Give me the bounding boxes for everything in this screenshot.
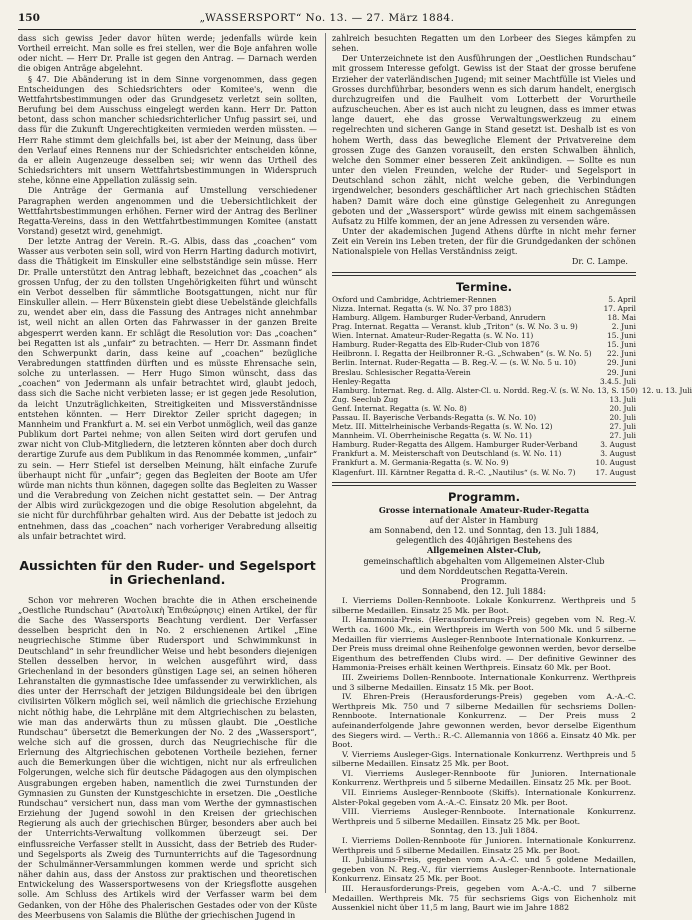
programm-intro-line: und dem Norddeutschen Regatta-Verein. bbox=[400, 565, 568, 576]
termine-row bbox=[332, 431, 636, 440]
programm-subtitle: Grosse internationale Amateur-Ruder-Regatta bbox=[378, 504, 590, 515]
running-title: „WASSERSPORT“ No. 13. — 27. März 1884. bbox=[199, 12, 455, 24]
termine-date: 13. Juli bbox=[609, 394, 636, 404]
termine-event: Metz. III. Mittelrheinische Verbands-Regatta (s. W. No. 12) bbox=[332, 422, 553, 432]
termine-row bbox=[332, 385, 692, 395]
termine-date: 3. August bbox=[600, 449, 636, 459]
programm-item: VIII. Vierriems Ausleger-Rennboote. Internationale Konkurrenz. Werthpreis und 5 silberne Medaillen. Einsatz 25 Mk. per Boot. bbox=[332, 807, 636, 826]
programm-items bbox=[332, 596, 636, 913]
programm-item: I. Vierriems Dollen-Rennboote für Junioren. Internationale Konkurrenz. Werthpreis und 5 silberne Medaillen. Einsatz 25 Mk. per Boot. bbox=[332, 836, 636, 855]
termine-date: 2. Juni bbox=[611, 322, 636, 332]
termine-event: Hamburg. Allgem. Hamburger Ruder-Verband, Anrudern bbox=[332, 312, 546, 322]
termine-event: Mannheim. VI. Oberrheinische Regatta (s. W. No. 11) bbox=[332, 431, 532, 441]
termine-date: 17. August bbox=[595, 467, 636, 477]
termine-event: Oxford und Cambridge, Achtriemer-Rennen bbox=[332, 294, 497, 304]
termine-date: 12. u. 13. Juli bbox=[641, 385, 692, 395]
termine-row bbox=[332, 422, 636, 431]
termine-date: 15. Juni bbox=[607, 340, 636, 350]
section-rule bbox=[332, 272, 636, 276]
termine-event: Frankfurt a. M. Meisterschaft von Deutschland (s. W. No. 11) bbox=[332, 449, 562, 459]
programm-item: I. Vierriems Dollen-Rennboote. Lokale Konkurrenz. Werthpreis und 5 silberne Medaillen. Einsatz 25 Mk. per Boot. bbox=[332, 596, 636, 615]
right-column bbox=[332, 33, 692, 913]
page-header bbox=[18, 12, 636, 28]
termine-row bbox=[332, 368, 636, 377]
termine-row bbox=[332, 377, 636, 386]
programm-item: Sonntag, den 13. Juli 1884. bbox=[430, 826, 538, 836]
termine-row bbox=[332, 413, 636, 422]
programm-intro-line: am Sonnabend, den 12. und Sonntag, den 13. Juli 1884, bbox=[369, 525, 599, 536]
left-paragraph: Der letzte Antrag der Verein. R.-G. Albis, dass das „coachen“ vom Wasser aus verboten sein soll, wird von Herrn Harting dadurch motivirt, dass die Thätigkeit im Einskuller eine selbstständige sein müsse. Herr Dr. Pralle unterstützt den Antrag lebhaft, bezeichnet das „coachen“ als grossen Unfug, der zu den tollsten Ungehörigkeiten führt und wünscht ein Verbot desselben für sämmtliche Bootsgattungen, nicht nur für Einskuller allein. — Herr Büxenstein giebt diese Uebelstände gleichfalls zu, wendet aber ein, dass die Fassung des Antrages nicht annehmbar ist, weil nicht an allen Orten das Fahrwasser in der ganzen Breite abgesperrt werden kann. Er schlägt die Resolution vor: Das „coachen“ bei Regatten ist als „unfair“ zu betrachten. — Herr Dr. Assmann findet den Schwerpunkt darin, dass keine auf „coachen“ bezügliche Verabredungen stattfinden dürften und es müsste Ehrensache sein, solche zu unterlassen. — Herr Hugo Simon wünscht, dass das „coachen“ von Jedermann als unfair betrachtet wird, glaubt jedoch, dass sich die Sache nicht verbieten lasse; er ist gegen jede Resolution, da leicht Unzuträglichkeiten, Streitigkeiten und Missverständnisse entstehen könnten. — Herr Direktor Zeiler spricht dagegen; in Mannheim und Frankfurt a. M. sei ein Verbot unmöglich, weil das ganze Publikum dort Partei nehme; von allen Seiten wird dort gerufen und zwar nicht von Club-Mitgliedern, die letzteren könnten aber doch durch derartige Zurufe aus dem Publikum in das Renommée kommen, „unfair“ zu sein. — Herr Stiefel ist derselben Meinung, hält einfache Zurufe überhaupt nicht für „unfair“; gegen das Begleiten der Boote am Ufer würde man nichts thun können, dagegen sollte das Begleiten zu Wasser und die Verabredung von Zeichen nicht gestattet sein. — Der Antrag der Albis wird zurückgezogen und die obige Resolution abgelehnt, da sie nicht für durchführbar gehalten wird. Aus der Debatte ist jedoch zu entnehmen, dass das „coachen“ nach vorheriger Verabredung allseitig als unfair betrachtet wird. bbox=[18, 236, 317, 541]
left-column bbox=[18, 33, 317, 920]
programm-intro-line: Sonnabend, den 12. Juli 1884: bbox=[422, 586, 546, 597]
termine-row bbox=[332, 404, 636, 413]
termine-event: Passau. II. Bayerische Verbands-Regatta (s. W. No. 10) bbox=[332, 412, 537, 422]
programm-title: Programm. bbox=[448, 489, 520, 504]
termine-row bbox=[332, 304, 636, 313]
programm-item: II. Jubiläums-Preis, gegeben vom A.-A.-C. und 5 goldene Medaillen, gegeben von N. Reg.-V., für vierriems Ausleger-Rennboote. Internationale Konkurrenz. Einsatz 25 Mk. per Boot. bbox=[332, 855, 636, 884]
programm-item: IV. Ehren-Preis (Herausforderungs-Preis) gegeben vom A.-A.-C. Werthpreis Mk. 750 und 7 silberne Medaillen für sechsriems Dollen-Rennboote. Internationale Konkurrenz. — Der Preis muss 2 aufeinanderfolgende Jahre gewonnen werden, bevor derselbe Eigenthum des Siegers wird. — Verth.: R.-C. Allemannia von 1866 a. Einsatz 40 Mk. per Boot. bbox=[332, 692, 636, 750]
termine-event: Nizza. Internat. Regatta (s. W. No. 37 pro 1883) bbox=[332, 303, 512, 313]
column-divider bbox=[325, 33, 326, 893]
termine-date: 3.4.5. Juli bbox=[600, 376, 636, 386]
programm-item: III. Herausforderungs-Preis, gegeben vom A.-A.-C. und 7 silberne Medaillen. Werthpreis Mk. 75 für sechsriems Gigs von Eichenholz mit Aussenkiel nicht über 11,5 m lang, Baurt wie im Jahre 1882 bbox=[332, 884, 636, 913]
article-title: Aussichten für den Ruder- und Segelsport in Griechenland. bbox=[19, 557, 316, 587]
termine-event: Henley-Regatta bbox=[332, 376, 391, 386]
left-paragraph: Die Anträge der Germania auf Umstellung verschiedener Paragraphen werden angenommen und die Uebersichtlichkeit der Wettfahrtsbestimmungen erhöhen. Ferner wird der Antrag des Berliner Regatta-Vereins, dass in den Wettfahrtbestimmungen Komitee (anstatt Vorstand) gesetzt wird, genehmigt. bbox=[18, 185, 317, 236]
termine-date: 27. Juli bbox=[609, 422, 636, 432]
page-number: 150 bbox=[18, 12, 40, 24]
header-rule bbox=[18, 29, 636, 30]
termine-event: Heilbronn. I. Regatta der Heilbronner R.-G. „Schwaben“ (s. W. No. 5) bbox=[332, 349, 592, 359]
termine-event: Klagenfurt. III. Kärntner Regatta d. R.-C. „Nautilus“ (s. W. No. 7) bbox=[332, 467, 576, 477]
termine-row bbox=[332, 313, 636, 322]
termine-date: 17. April bbox=[603, 303, 636, 313]
right-paragraph: zahlreich besuchten Regatten um den Lorbeer des Sieges kämpfen zu sehen. bbox=[332, 33, 636, 54]
right-paragraph: Unter der akademischen Jugend Athens dürfte in nicht mehr ferner Zeit ein Verein ins Leben treten, der für die Grundgedanken der schönen Nationalspiele von Hellas Verständniss zeigt. bbox=[332, 225, 636, 257]
termine-event: Breslau. Schlesischer Regatta-Verein bbox=[332, 367, 471, 377]
termine-row bbox=[332, 295, 636, 304]
termine-row bbox=[332, 340, 636, 349]
termine-date: 3. August bbox=[600, 440, 636, 450]
programm-intro-line: gelegentlich des 40jährigen Bestehens des bbox=[395, 535, 573, 546]
programm-intro-line: gemeinschaftlich abgehalten vom Allgemeinen Alster-Club bbox=[363, 555, 605, 566]
termine-date: 18. Mai bbox=[607, 312, 636, 322]
termine-row bbox=[332, 468, 636, 477]
signature: Dr. C. Lampe. bbox=[571, 256, 628, 267]
termine-event: Hamburg. Ruder-Regatta des Elb-Ruder-Club von 1876 bbox=[332, 340, 540, 350]
termine-row bbox=[332, 349, 636, 358]
article-paragraph: Schon vor mehreren Wochen brachte die in Athen erscheinende „Oestliche Rundschau“ (Ἀνατολικὴ Ἐπιθεώρησις) einen Artikel, der für die Sache des Wassersports Beachtung verdient. Der Verfasser desselben bespricht den in No. 2 erschienenen Artikel „Eine neugriechische Stimme über Rudersport und Schwimmkunst in Deutschland“ in sehr freundlicher Weise und hebt besonders diejenigen Stellen desselben hervor, in welchen ausgeführt wird, dass Griechenland in der besonders günstigen Lage sei, an seinen höheren Lehranstalten die gymnastische Idee umfassender zu verwirklichen, als dies unter der Herrschaft der jetzigen Bildungsideale bei den übrigen civilisirten Völkern möglich sei, weil nämlich die griechische Erziehung nicht nöthig habe, die Lehrpläne mit dem Altgriechischen zu belasten, wie man das anderwärts thun zu müssen glaubt. Die „Oestliche Rundschau“ übersetzt die Bemerkungen der No. 2 des „Wassersport“, welche sich auf die grossen, durch das Neugriechische für die Erlernung des Altgriechischen gebotenen Vortheile beziehen, ferner auch die Bemerkungen über die wichtigen, nicht nur als erfreulichen Folgerungen, welche sich für deutsche Pädagogen aus den olympischen Ausgrabungen ergeben haben, namentlich die zwei Turnstunden der Gymnasien zu Gunsten der Kunstgeschichte in ersetzen. Die „Oestliche Rundschau“ versichert nun, dass man vom Werthe der gymnastischen Erziehung der Jugend sowohl in den Kreisen der griechischen Regierung als auch der griechischen Bürger, besonders aber auch bei der Unterrichts-Verwaltung vollkommen überzeugt sei. Der einflussreiche Verfasser stellt in Aussicht, dass der Betrieb des Ruder- und Segelsports als Zweig des Turnunterrichts auf die Tagesordnung der Schulmänner-Versammlungen kommen werde und spricht sich näher dahin aus, dass der Anstoss zur praktischen und theoretischen Entwickelung des Wassersportwesens von der Kriegsflotte ausgehen solle. Am Schluss des Artikels wird der Verfasser warm bei dem Gedanken, von der Höhe des Phalerischen Gestades oder von der Küste des Meerbusens von Salamis die Blüthe der griechischen Jugend in bbox=[18, 594, 317, 920]
termine-date: 15. Juni bbox=[607, 331, 636, 341]
right-paragraph: Der Unterzeichnete ist den Ausführungen der „Oestlichen Rundschau“ mit grossem Interesse gefolgt. Gewiss ist der Staat der grosse berufene Erzieher der vaterländischen Jugend; mit seiner Machtfülle ist Vieles und Grosses durchführbar, besonders wenn es sich darum handelt, energisch durchzugreifen und die Faulheit vom Lotterbett der Vorurtheile aufzuscheuchen. Aber es ist auch nicht zu leugnen, dass es immer etwas lange dauert, ehe das grosse Verwaltungswerkzeug zu einem regelrechten und sicheren Gange in Stand gesetzt ist. Deshalb ist es von hohem Werth, dass das bewegliche Element der Privatvereine dem grossen Zuge des Ganzen vorauseilt, den ersten Schwalben ähnlich, welche den Sommer einer besseren Zeit ankündigen. — Sollte es nun unter den vielen Freunden, welche der Ruder- und Segelsport in Deutschland schon zählt, nicht welche geben, die Verbindungen irgendwelcher, besonders geschäftlicher Art nach griechischen Städten haben? Damit wäre doch eine günstige Gelegenheit zu Anregungen geboten und der „Wassersport“ würde gewiss mit einem sachgemässen Aufsatz zu Hilfe kommen, der an jene Adressen zu versenden wäre. bbox=[332, 53, 636, 226]
termine-row bbox=[332, 358, 636, 367]
programm-item: III. Zweiriems Dollen-Rennboote. Internationale Konkurrenz. Werthpreis und 3 silberne Medaillen. Einsatz 15 Mk. per Boot. bbox=[332, 672, 636, 692]
termine-event: Hamburg. Internat. Reg. d. Allg. Alster-Cl. u. Nordd. Reg.-V. (s. W. No. 13, S. 150) bbox=[332, 385, 638, 395]
termine-title: Termine. bbox=[455, 279, 513, 294]
programm-item: VI. Vierriems Ausleger-Rennboote für Junioren. Internationale Konkurrenz. Werthpreis und 5 silberne Medaillen. Einsatz 25 Mk. per Boot. bbox=[332, 768, 636, 788]
section-rule bbox=[332, 482, 636, 486]
termine-event: Zug. Seeclub Zug bbox=[332, 394, 399, 404]
programm-intro-line: auf der Alster in Hamburg bbox=[429, 514, 539, 525]
termine-date: 29. Juni bbox=[607, 358, 636, 368]
termine-row bbox=[332, 440, 636, 449]
programm-item: VII. Einriems Ausleger-Rennboote (Skiffs). Internationale Konkurrenz. Alster-Pokal gegeben vom A.-A.-C. Einsatz 20 Mk. per Boot. bbox=[332, 788, 636, 807]
termine-event: Frankfurt a. M. Germania-Regatta (s. W. No. 9) bbox=[332, 458, 509, 468]
termine-date: 22. Juni bbox=[607, 349, 636, 359]
termine-event: Genf. Internat. Regatta (s. W. No. 8) bbox=[332, 403, 467, 413]
termine-list bbox=[332, 294, 692, 477]
programm-intro-line: Allgemeinen Alster-Club, bbox=[426, 545, 542, 556]
termine-event: Hamburg. Ruder-Regatta des Allgem. Hamburger Ruder-Verband bbox=[332, 440, 578, 450]
programm-item: V. Vierriems Ausleger-Gigs. Internationale Konkurrenz. Werthpreis und 5 silberne Medaillen. Einsatz 25 Mk. per Boot. bbox=[332, 749, 636, 769]
termine-event: Berlin. Internat. Ruder-Regatta — B. Reg.-V. — (s. W. No. 5 u. 10) bbox=[332, 358, 577, 368]
termine-date: 29. Juni bbox=[607, 367, 636, 377]
termine-event: Wien. Internat. Amateur-Ruder-Regatta (s. W. No. 11) bbox=[332, 331, 534, 341]
left-paragraph: § 47. Die Abänderung ist in dem Sinne vorgenommen, dass gegen Entscheidungen des Schiedsrichters oder Komitee's, wenn die Wettfahrtsbestimmungen oder das Grundgesetz verletzt sein sollten, Berufung bei dem Ausschuss eingelegt werden kann. Herr Dr. Patton betont, dass schon mancher schiedsrichterlicher Unfug passirt sei, und dass für die Zukunft Ungerechtigkeiten vermieden werden müssten. — Herr Rahe stimmt dem gleichfalls bei, ist aber der Meinung, dass über den Verlauf eines Rennens nur der Schiedsrichter entscheiden könne, da er allein Augenzeuge desselben sei; wir wenn das Urtheil des Schiedsrichters mit unsern Wettfahrtsbestimmungen in Widerspruch stehe, könne eine Appellation zulässig sein. bbox=[18, 73, 317, 186]
termine-date: 27. Juli bbox=[609, 431, 636, 441]
termine-date: 5. April bbox=[608, 294, 636, 304]
termine-date: 20. Juli bbox=[609, 412, 636, 422]
termine-event: Prag. Internat. Regatta — Veranst. klub „Triton“ (s. W. No. 3 u. 9) bbox=[332, 322, 578, 332]
programm-intro-line: Programm. bbox=[461, 575, 507, 586]
termine-date: 10. August bbox=[595, 458, 636, 468]
termine-row bbox=[332, 395, 636, 404]
termine-date: 20. Juli bbox=[609, 403, 636, 413]
left-paragraph: dass sich gewiss Jeder davor hüten werde; jedenfalls würde kein Vortheil erreicht. Man solle es frei stellen, wer die Boje anfahren wolle oder nicht. — Herr Dr. Pralle ist gegen den Antrag. — Darnach werden die obigen Anträge abgelehnt. bbox=[18, 33, 317, 74]
termine-row bbox=[332, 458, 636, 467]
termine-row bbox=[332, 322, 636, 331]
termine-row bbox=[332, 449, 636, 458]
programm-intro bbox=[332, 515, 636, 596]
termine-row bbox=[332, 331, 636, 340]
programm-item: II. Hammonia-Preis. (Herausforderungs-Preis) gegeben vom N. Reg.-V. Werth ca. 1600 Mk., ein Werthpreis im Werth von 500 Mk. und 5 silberne Medaillen für vierriems Ausleger-Rennboote Internationale Konkurrenz. — Der Preis muss dreimal ohne Reihenfolge gewonnen werden, bevor derselbe Eigenthum des betreffenden Clubs wird. — Der definitive Gewinner des Hammonia-Preises erhält keinen Werthpreis. Einsatz 60 Mk. per Boot. bbox=[332, 615, 636, 673]
